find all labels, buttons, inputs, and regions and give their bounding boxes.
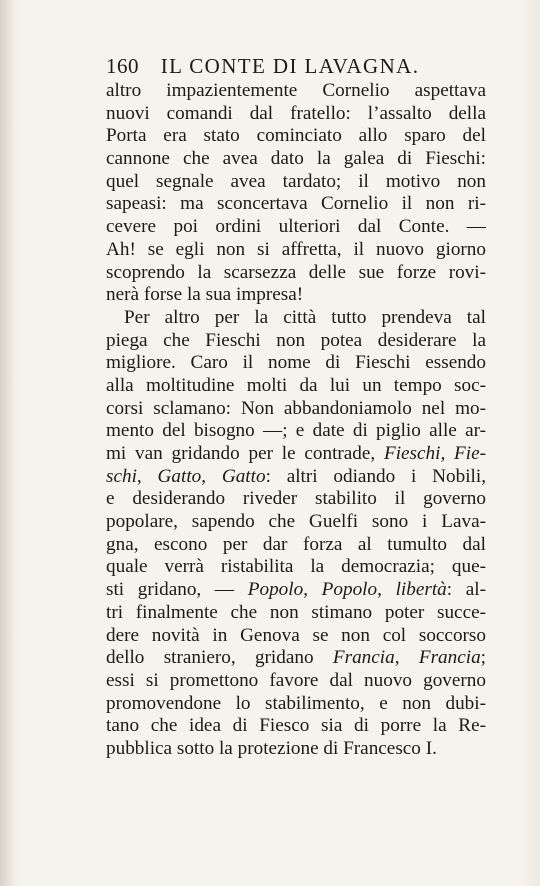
text-span: pubblica sotto la protezione di Francesco I. [106,737,437,759]
text-line [106,647,486,670]
text-span: piega che Fieschi non potea desiderare la [106,329,486,351]
text-line [106,466,486,489]
text-line [106,193,486,216]
text-span: Porta era stato cominciato allo sparo del [106,125,486,147]
text-span: quel segnale avea tardato; il motivo non [106,170,486,192]
text-span: , [136,465,158,487]
text-span: Ah! se egli non si affretta, il nuovo giorno [106,238,486,260]
text-line [106,738,486,761]
text-span: altro impazientemente Cornelio aspettava [106,80,486,101]
text-line [106,670,486,693]
text-line [106,488,486,511]
text-line [106,148,486,171]
text-span: , [303,579,322,601]
italic-text: Gatto [157,465,202,487]
text-line [106,443,486,466]
running-title: IL CONTE DI LAVAGNA. [160,54,420,78]
text-span: dere novità in Genova se non col soccorso [106,624,486,646]
text-span: : altri odiando i Nobili, [265,465,486,487]
text-span: mento del bisogno —; e date di piglio alle ar- [106,420,486,442]
text-span: dello straniero, gridano [106,647,333,669]
text-span: nuovi comandi dal fratello: l’assalto della [106,102,486,124]
italic-text: Gatto [221,465,266,487]
text-span: cannone che avea dato la galea di Fieschi: [106,148,486,170]
text-span: ; [480,647,486,669]
text-line [106,420,486,443]
running-header [106,52,422,80]
text-span: , [377,579,396,601]
text-line [106,602,486,625]
text-line [106,398,486,421]
text-span: gna, escono per dar forza al tumulto dal [106,533,486,555]
italic-text: Francia [332,647,395,669]
italic-text: Fieschi, Fie- [383,443,486,464]
text-span: cevere poi ordini ulteriori dal Conte. — [106,216,486,238]
italic-text: Popolo [247,579,304,601]
text-line [106,534,486,557]
text-span: mi van gridando per le contrade, [106,443,384,464]
text-span: scoprendo la scarsezza delle sue forze rovi- [106,261,486,283]
text-line [106,307,486,330]
page-gutter-shadow [0,0,14,886]
italic-text: libertà [395,579,447,601]
text-line [106,693,486,716]
text-line [106,216,486,239]
text-line [106,715,486,738]
text-span: sapeasi: ma sconcertava Cornelio il non ri- [106,193,486,215]
text-line [106,262,486,285]
text-span: , [394,647,419,669]
italic-text: Popolo [321,579,378,601]
text-span: , [201,465,222,487]
text-line [106,625,486,648]
text-line [106,511,486,534]
page-number: 160 [106,54,139,78]
text-line [106,171,486,194]
text-line [106,352,486,375]
text-span: sti gridano, — [106,579,248,601]
italic-text: Francia [418,647,481,669]
text-span: alla moltitudine molti da lui un tempo soc- [106,374,486,396]
text-span: Per altro per la città tutto prendeva tal [124,306,486,328]
text-line [106,125,486,148]
text-line [106,579,486,602]
text-line [106,239,486,262]
text-span: tri finalmente che non stimano poter succe- [106,601,486,623]
text-line [106,103,486,126]
text-line [106,80,486,103]
italic-text: schi [106,465,137,487]
text-span: corsi sclamano: Non abbandoniamolo nel mo- [106,397,486,419]
text-line [106,330,486,353]
text-line [106,375,486,398]
text-span: promovendone lo stabilimento, e non dubi- [106,692,486,714]
text-span: quale verrà ristabilita la democrazia; que- [106,556,486,578]
text-line [106,556,486,579]
body-text [106,80,486,761]
text-span: essi si promettono favore dal nuovo governo [106,669,486,691]
text-span: migliore. Caro il nome di Fieschi essendo [106,352,486,374]
text-span: e desiderando riveder stabilito il governo [106,488,486,510]
text-span: : al- [446,579,486,601]
text-span: nerà forse la sua impresa! [106,284,304,306]
text-line [106,284,486,307]
text-span: tano che idea di Fiesco sia di porre la Re- [106,715,486,737]
text-span: popolare, sapendo che Guelfi sono i Lava- [106,511,486,533]
